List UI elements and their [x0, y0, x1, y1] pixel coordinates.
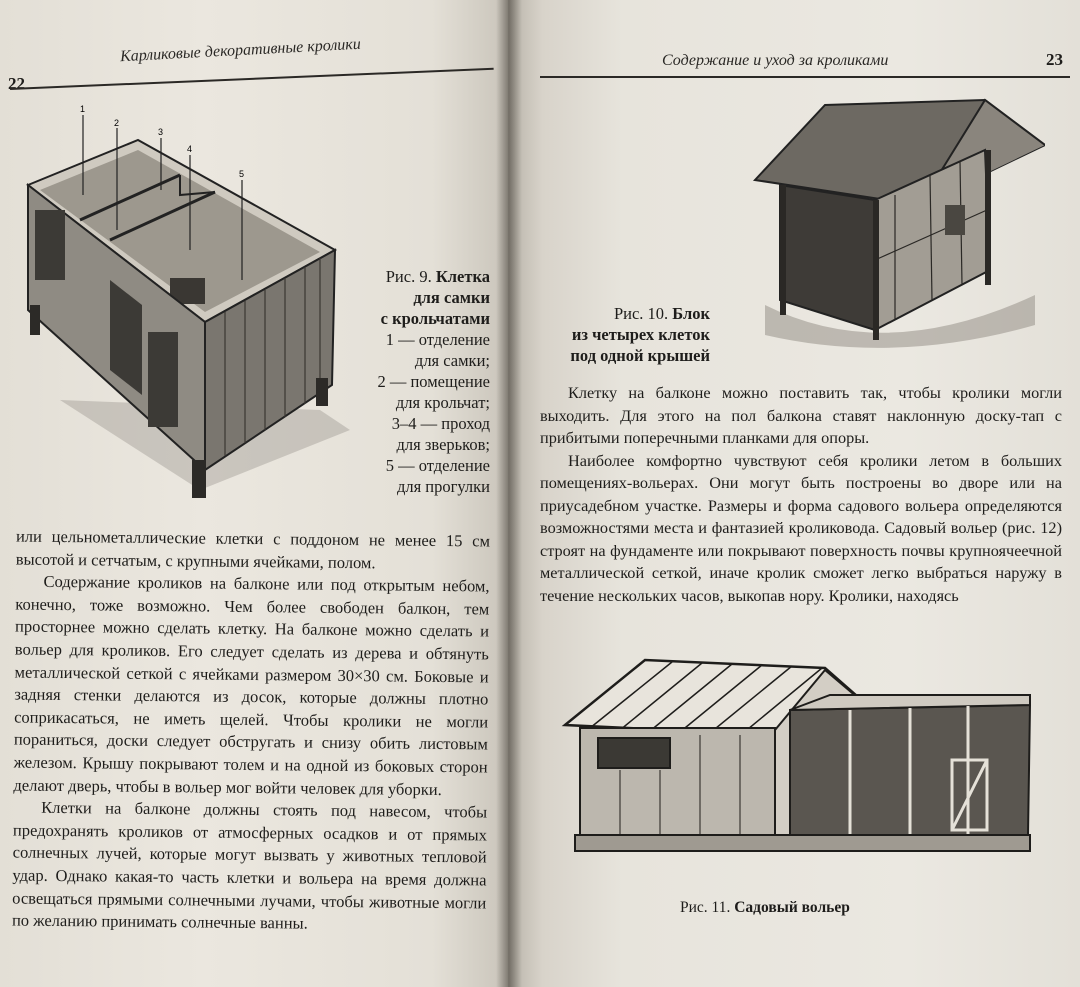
fig9-caption-title-3: с крольчатами	[380, 309, 490, 328]
right-body-text	[540, 382, 1062, 607]
right-running-head: Содержание и уход за кроликами	[662, 52, 889, 69]
fig10-caption-title-3: под одной крышей	[570, 346, 710, 365]
figure-10-cage-block-illustration	[745, 95, 1045, 365]
cage-door	[945, 205, 965, 235]
legend-line: для прогулки	[396, 477, 490, 496]
paragraph: Клетку на балконе можно поставить так, чтобы кролики могли выходить. Для этого на пол балкона ставят наклонную доску-тап с прибитыми поперечными планками для опоры.	[540, 383, 1062, 447]
left-header-rule	[10, 68, 494, 90]
legend-line: 5 — отделение	[385, 456, 490, 475]
fig11-caption-title: Садовый вольер	[734, 899, 850, 916]
right-page-number: 23	[1046, 50, 1063, 69]
paragraph: Содержание кроликов на балконе или под открытым небом, конечно, тоже возможно. Чем более свободен балкон, тем просторнее можно сделать клетку. На балконе можно сделать и вольер для кроликов. Его следует сделать из дерева и обтянуть металлической сеткой с ячейками размером 30×30 см. Боковые и задняя стенки делаются из досок, которые должны плотно соприкасаться, не иметь щелей. Чтобы кролики не могли пораниться, доски следует обстругать и снизу обить листовым железом. Крышу покрывают толем и на одной из боковых сторон делают дверь, чтобы в вольер мог войти человек для уборки.	[13, 572, 490, 799]
legend-line: 2 — помещение	[377, 372, 490, 391]
post	[780, 185, 786, 315]
callout-5: 5	[239, 169, 245, 179]
legend-line: для самки;	[414, 351, 490, 370]
fig9-caption-title-2: для самки	[413, 288, 490, 307]
legend-line: 3–4 — проход	[391, 414, 490, 433]
fig10-caption-title-1: Блок	[672, 304, 710, 323]
post	[985, 150, 991, 285]
figure-11-caption	[680, 897, 940, 918]
book-gutter-shadow	[496, 0, 522, 987]
left-body-text	[12, 526, 490, 938]
fig9-caption-prefix: Рис. 9.	[385, 267, 432, 286]
figure-9-caption	[360, 266, 490, 497]
enclosure-base	[575, 835, 1030, 851]
cage-leg-left	[30, 305, 40, 335]
fig10-caption-prefix: Рис. 10.	[613, 304, 669, 323]
post	[873, 200, 879, 340]
fig11-caption-prefix: Рис. 11.	[680, 899, 731, 916]
left-page-number: 22	[8, 74, 25, 93]
legend-line: 1 — отделение	[385, 330, 490, 349]
paragraph: или цельнометаллические клетки с поддоном не менее 15 см высотой и сетчатым, с крупными ячейками, полом.	[15, 526, 491, 572]
mesh-window-3	[148, 332, 178, 427]
callout-3: 3	[158, 127, 164, 137]
callout-2: 2	[114, 118, 120, 128]
legend-line: для крольчат;	[395, 393, 490, 412]
callout-4: 4	[187, 144, 193, 154]
cage-leg-front	[192, 460, 206, 498]
fig10-caption-title-2: из четырех клеток	[571, 325, 710, 344]
mesh-window-1	[35, 210, 65, 280]
callout-1: 1	[80, 104, 86, 114]
fig9-legend	[360, 329, 490, 497]
left-page	[0, 0, 508, 987]
house-window	[598, 738, 670, 768]
legend-line: для зверьков;	[396, 435, 490, 454]
figure-11-garden-enclosure-illustration	[560, 650, 1040, 880]
fig9-caption-title-1: Клетка	[435, 267, 490, 286]
paragraph: Наиболее комфортно чувствуют себя кролики летом в больших помещениях-вольерах. Они могут быть построены во дворе или на приусадебном участке. Размеры и форма садового вольера определяются возможностями места и фантазией кроликовода. Садовый вольер (рис. 12) строят на фундаменте или покрывают поверхность почвы крупноячеечной металлической сеткой, иначе кролик сможет легко выбраться наружу в течение нескольких часов, выкопав нору. Кролики, находясь	[540, 450, 1062, 605]
figure-9-cage-illustration	[20, 100, 365, 510]
figure-10-caption	[540, 303, 710, 366]
cage-leg-right	[316, 378, 328, 406]
front-wall	[780, 185, 875, 330]
right-header-rule	[540, 76, 1070, 78]
paragraph: Клетки на балконе должны стоять под навесом, чтобы предохранять кроликов от атмосферных осадков и от прямых солнечных лучей, которые могут вызвать у животных тепловой удар. Однако какая-то часть клетки и вольера на время должна освещаться прямыми солнечными лучами, чтобы животные могли по желанию принимать солнечные ванны.	[11, 797, 488, 933]
left-running-head: Карликовые декоративные кролики	[119, 35, 362, 66]
